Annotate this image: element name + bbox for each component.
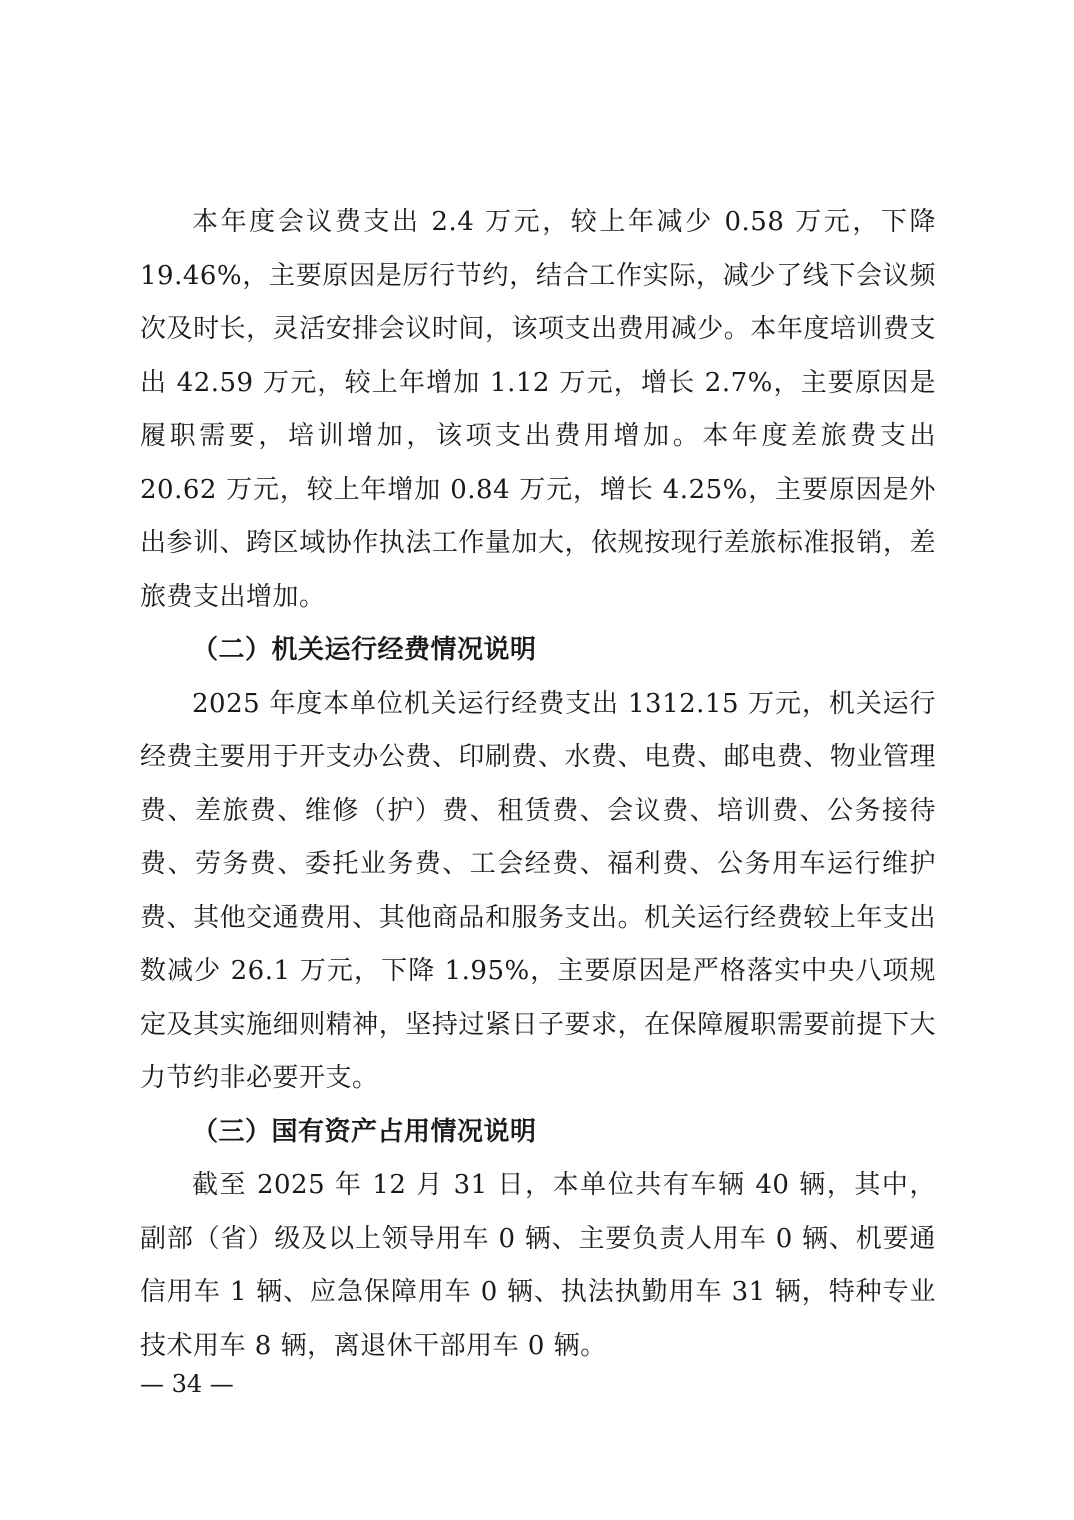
page-number: — 34 — bbox=[140, 1370, 234, 1398]
section-heading-state-assets: （三）国有资产占用情况说明 bbox=[192, 1116, 537, 1147]
paragraph-vehicles: 截至 2025 年 12 月 31 日，本单位共有车辆 40 辆，其中，副部（省）级及以上领导用车 0 辆、主要负责人用车 0 辆、机要通信用车 1 辆、应急保障用车 0 辆、执法执勤用车 31 辆，特种专业技术用车 8 辆，离退休干部用车 0 辆。 bbox=[140, 1170, 936, 1361]
section-heading-operating-expenses: （二）机关运行经费情况说明 bbox=[192, 635, 537, 665]
paragraph-operating-expenses: 2025 年度本单位机关运行经费支出 1312.15 万元，机关运行经费主要用于开支办公费、印刷费、水费、电费、邮电费、物业管理费、差旅费、维修（护）费、租赁费、会议费、培训费、公务接待费、劳务费、委托业务费、工会经费、福利费、公务用车运行维护费、其他交通费用、其他商品和服务支出。机关运行经费较上年支出数减少 26.1 万元，下降 1.95%，主要原因是严格落实中央八项规定及其实施细则精神，坚持过紧日子要求，在保障履职需要前提下大力节约非必要开支。 bbox=[140, 688, 936, 1093]
document-body bbox=[140, 196, 936, 1373]
paragraph-meeting-training-travel-expenses: 本年度会议费支出 2.4 万元，较上年减少 0.58 万元，下降 19.46%，主要原因是厉行节约，结合工作实际，减少了线下会议频次及时长，灵活安排会议时间，该项支出费用减少。本年度培训费支出 42.59 万元，较上年增加 1.12 万元，增长 2.7%，主要原因是履职需要，培训增加，该项支出费用增加。本年度差旅费支出 20.62 万元，较上年增加 0.84 万元，增长 4.25%，主要原因是外出参训、跨区域协作执法工作量加大，依规按现行差旅标准报销，差旅费支出增加。 bbox=[140, 207, 936, 612]
